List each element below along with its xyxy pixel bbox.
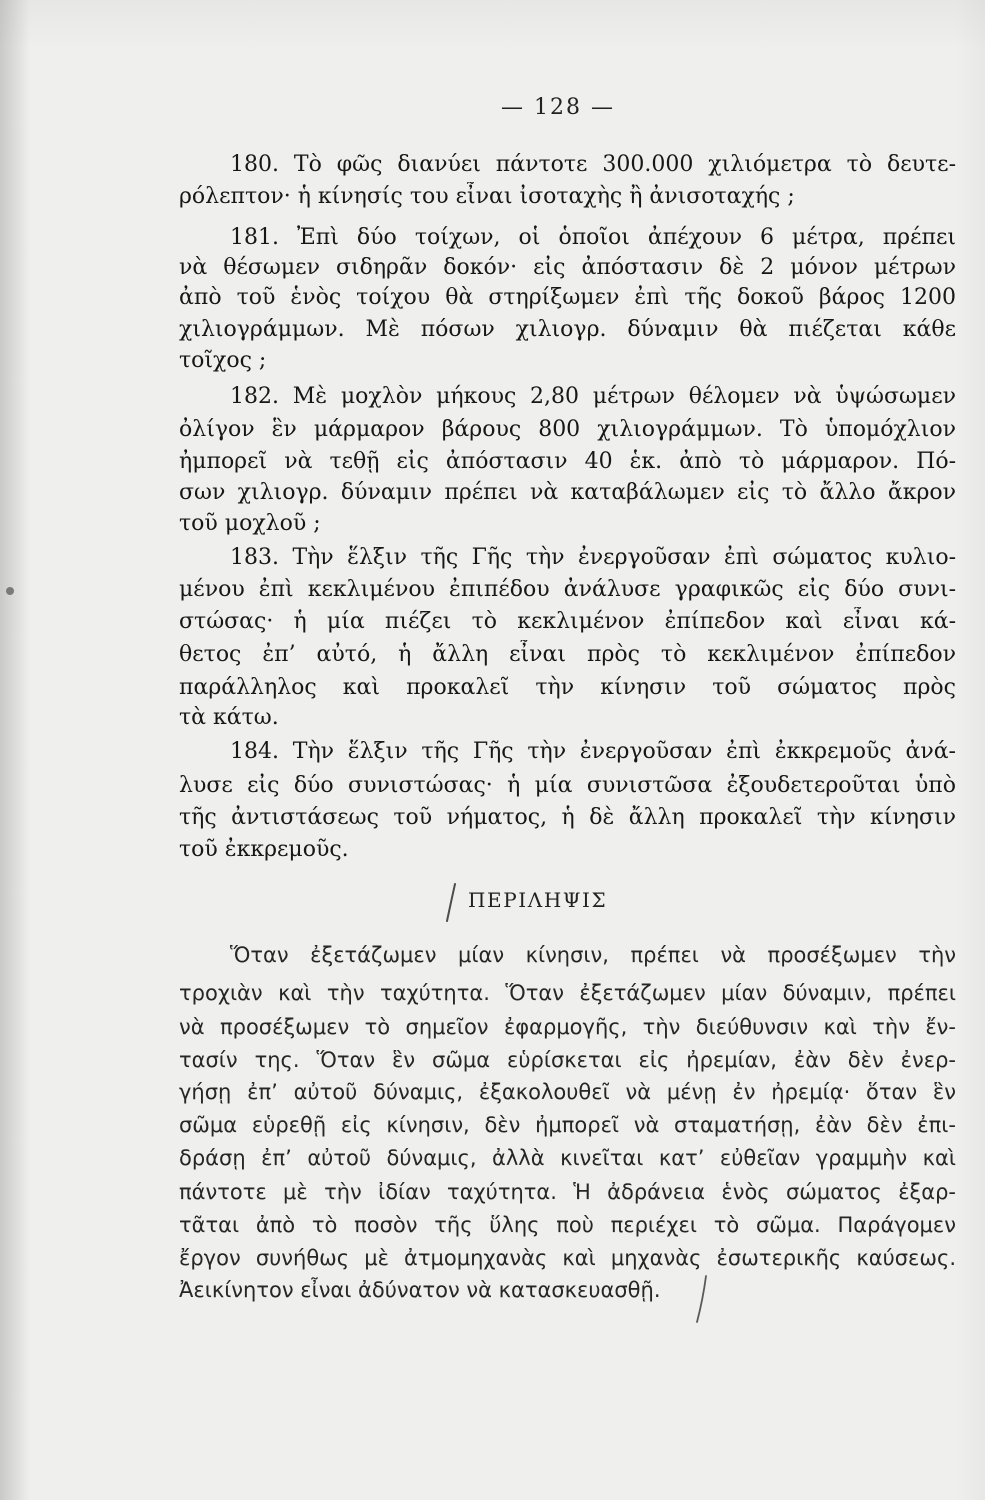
line-text: Τὸ φῶς διανύει πάντοτε 300.000 χιλιόμετρα τὸ δευτε- — [293, 152, 956, 177]
text-line: δράσῃ ἐπ’ αὐτοῦ δύναμις, ἀλλὰ κινεῖται κατ’ εὐθεῖαν γραμμὴν καὶ — [179, 1146, 956, 1170]
text-line: πάντοτε μὲ τὴν ἰδίαν ταχύτητα. Ἡ ἀδράνεια ἑνὸς σώματος ἐξαρ- — [179, 1180, 956, 1204]
exercise-number: 182. — [230, 384, 279, 409]
text-line — [230, 150, 956, 180]
text-line: μένου ἐπὶ κεκλιμένου ἐπιπέδου ἀνάλυσε γραφικῶς εἰς δύο συνι- — [179, 577, 956, 602]
text-line — [230, 223, 956, 253]
text-line: παράλληλος καὶ προκαλεῖ τὴν κίνησιν τοῦ σώματος πρὸς — [179, 675, 956, 700]
line-text: Τὴν ἕλξιν τῆς Γῆς τὴν ἐνεργοῦσαν ἐπὶ σώματος κυλιο- — [292, 545, 956, 570]
text-line: τοῦ ἐκκρεμοῦς. — [179, 837, 349, 862]
text-line: Ἀεικίνητον εἶναι ἀδύνατον νὰ κατασκευασθῇ. — [179, 1278, 661, 1302]
text-line: τροχιὰν καὶ τὴν ταχύτητα. Ὅταν ἐξετάζωμεν μίαν δύναμιν, πρέπει — [179, 981, 956, 1005]
text-line: τᾶται ἀπὸ τὸ ποσὸν τῆς ὕλης ποὺ περιέχει τὸ σῶμα. Παράγομεν — [179, 1213, 956, 1237]
pencil-slash-mark — [447, 884, 455, 921]
text-line: λυσε εἰς δύο συνιστώσας· ἡ μία συνιστῶσα ἐξουδετεροῦται ὑπὸ — [179, 773, 956, 798]
text-line: ἠμπορεῖ νὰ τεθῇ εἰς ἀπόστασιν 40 ἑκ. ἀπὸ τὸ μάρμαρον. Πό- — [179, 449, 956, 474]
text-line: στώσας· ἡ μία πιέζει τὸ κεκλιμένον ἐπίπεδον καὶ εἶναι κά- — [179, 609, 956, 634]
text-line: σων χιλιογρ. δύναμιν πρέπει νὰ καταβάλωμεν εἰς τὸ ἄλλο ἄκρον — [179, 480, 956, 505]
text-line: ἀπὸ τοῦ ἑνὸς τοίχου θὰ στηρίξωμεν ἐπὶ τῆς δοκοῦ βάρος 1200 — [179, 285, 956, 310]
text-line: τῆς ἀντιστάσεως τοῦ νήματος, ἡ δὲ ἄλλη προκαλεῖ τὴν κίνησιν — [179, 805, 956, 830]
text-line: σῶμα εὑρεθῇ εἰς κίνησιν, δὲν ἠμπορεῖ νὰ σταματήσῃ, ἐὰν δὲν ἐπι- — [179, 1113, 956, 1137]
text-line — [230, 737, 956, 767]
text-line: τοῖχος ; — [179, 348, 267, 373]
exercise-number: 180. — [230, 152, 279, 177]
text-line — [230, 382, 956, 412]
exercise-number: 181. — [230, 225, 279, 250]
text-line — [230, 543, 956, 573]
text-line: ἔργον συνήθως μὲ ἀτμομηχανὰς καὶ μηχανὰς ἐσωτερικῆς καύσεως. — [179, 1246, 956, 1270]
text-line: ρόλεπτον· ἡ κίνησίς του εἶναι ἰσοταχὴς ἢ ἀνισοταχής ; — [179, 184, 795, 209]
text-line: θετος ἐπ’ αὐτό, ἡ ἄλλη εἶναι πρὸς τὸ κεκλιμένον ἐπίπεδον — [179, 642, 956, 667]
page-number: — 128 — — [501, 95, 615, 120]
summary-heading: ΠΕΡΙΛΗΨΙΣ — [468, 888, 608, 912]
margin-dot-mark — [6, 587, 14, 595]
text-line: νὰ θέσωμεν σιδηρᾶν δοκόν· εἰς ἀπόστασιν δὲ 2 μόνον μέτρων — [179, 255, 956, 280]
text-line: χιλιογράμμων. Μὲ πόσων χιλιογρ. δύναμιν θὰ πιέζεται κάθε — [179, 317, 956, 342]
text-line: τοῦ μοχλοῦ ; — [179, 511, 321, 536]
exercise-number: 183. — [230, 545, 279, 570]
line-text: Ἐπὶ δύο τοίχων, οἱ ὁποῖοι ἀπέχουν 6 μέτρα, πρέπει — [297, 225, 956, 250]
text-line: Ὅταν ἐξετάζωμεν μίαν κίνησιν, πρέπει νὰ προσέξωμεν τὴν — [230, 943, 956, 967]
text-line: νὰ προσέξωμεν τὸ σημεῖον ἐφαρμογῆς, τὴν διεύθυνσιν καὶ τὴν ἔν- — [179, 1015, 956, 1039]
text-line: τὰ κάτω. — [179, 705, 279, 730]
text-line: τασίν της. Ὅταν ἓν σῶμα εὑρίσκεται εἰς ἠρεμίαν, ἐὰν δὲν ἐνερ- — [179, 1048, 956, 1072]
text-line: γήσῃ ἐπ’ αὐτοῦ δύναμις, ἐξακολουθεῖ νὰ μένῃ ἐν ἠρεμίᾳ· ὅταν ἓν — [179, 1080, 956, 1104]
line-text: Μὲ μοχλὸν μήκους 2,80 μέτρων θέλομεν νὰ ὑψώσωμεν — [292, 384, 956, 409]
text-line: ὀλίγον ἓν μάρμαρον βάρους 800 χιλιογράμμων. Τὸ ὑπομόχλιον — [179, 417, 956, 442]
line-text: Τὴν ἕλξιν τῆς Γῆς τὴν ἐνεργοῦσαν ἐπὶ ἐκκρεμοῦς ἀνά- — [292, 739, 956, 764]
exercise-number: 184. — [230, 739, 279, 764]
